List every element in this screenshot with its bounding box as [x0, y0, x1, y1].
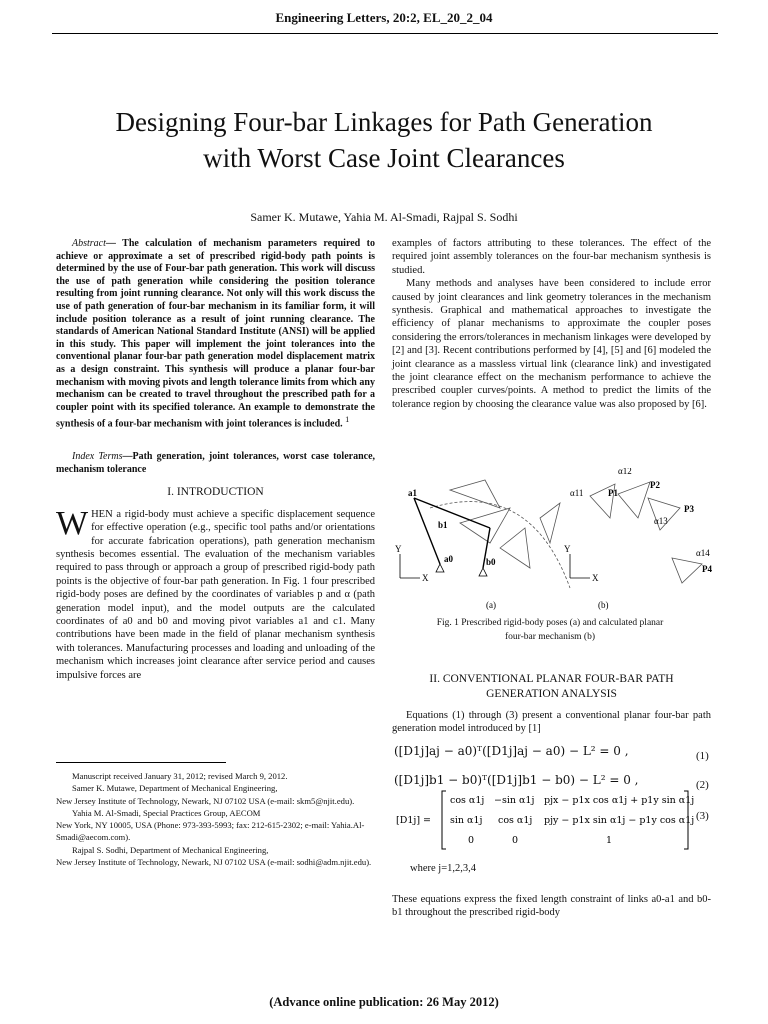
intro-text: HEN a rigid-body must achieve a specific displacement sequence for effective operation (e.g., specific tool paths and/or orientations for accurate fabrication operations), path generation mechanism synthesis becomes essential. The evaluation of the mechanism variables required to pass through or approach a group of prescribed rigid-body path points is the objective of four-bar path generation. In Fig. 1 four prescribed rigid-body poses are defined by the coordinates of variables p and α (path generation model input), and the model outputs are the calculated coordinates of a0 and b0 and moving pivot variables a1 and c1. Many contributions have been made in the field of planar mechanism synthesis with tolerances. Manufacturing processes and loading and unloading of the mechanism which increases joint clearance after service period and causes impulsive forces are — [56, 508, 375, 681]
equation-1: ([D1j]aj − a0)ᵀ([D1j]aj − a0) − L² = 0 , — [394, 744, 629, 758]
index-terms — [56, 451, 375, 476]
footnote-line: Samer K. Mutawe, Department of Mechanical Engineering, — [72, 783, 278, 794]
continued-paragraph: examples of factors attributing to these tolerances. The effect of the required joint assembly tolerances on the four-bar mechanism synthesis is studied. — [392, 238, 711, 276]
pose-triangle — [540, 503, 560, 543]
figure-caption — [400, 616, 700, 644]
label-alpha14: α14 — [696, 548, 710, 558]
matrix-cell: 1 — [606, 835, 613, 846]
label-alpha13: α13 — [654, 516, 668, 526]
matrix-cell: pjy − p1x sin α1j − p1y cos α1j — [544, 815, 694, 826]
left-column — [56, 238, 375, 682]
abstract-text: — The calculation of mechanism parameters required to achieve or approximate a set of prescribed rigid-body path points is determined by the use of Four-bar path generation. This work will discuss the use of path generation while considering the position tolerance resulting from joint running clearance. Not only will this work discuss the use of path generation of four-bar mechanism in its familiar form, it will include position tolerance as a result of joint running clearance. The standards of American National Standard Institute (ANSI) will be applied in this study. This paper will implement the joint tolerances into the conventional planar four-bar path generation model displacement matrix as a design constraint. This synthesis will produce a planar four-bar mechanism with moving pivots and length tolerance limits from which any mechanism can be created to travel throughout the prescribed path for a coupler point with its specified tolerance. An example to demonstrate the synthesis of a four-bar mechanism with joint tolerances is included. — [56, 238, 375, 430]
label-alpha12: α12 — [618, 468, 632, 476]
equation-3-number: (3) — [696, 810, 709, 822]
caption-line-1: Fig. 1 Prescribed rigid-body poses (a) and calculated planar — [436, 618, 664, 628]
matrix-cell: −sin α1j — [494, 795, 535, 806]
abstract-label: Abstract — [72, 238, 106, 249]
equation-2-number: (2) — [696, 779, 709, 791]
equations-intro — [392, 709, 711, 736]
footnote-line: New Jersey Institute of Technology, Newark, NJ 07102 USA (e-mail: skm5@njit.edu). — [56, 795, 355, 806]
ground-pivot-a0 — [436, 564, 444, 572]
label-fig-b: (b) — [598, 600, 609, 610]
header-rule — [52, 33, 718, 34]
footnote-line: New Jersey Institute of Technology, Newark, NJ 07102 USA (e-mail: sodhi@adm.njit.edu). — [56, 857, 372, 868]
section-1-heading: I. INTRODUCTION — [167, 486, 264, 499]
equations-explanation: These equations express the fixed length constraint of links a0-a1 and b0-b1 throughout the prescribed rigid-body — [392, 894, 711, 919]
matrix-cell: sin α1j — [450, 815, 483, 826]
matrix-cell: pjx − p1x cos α1j + p1y sin α1j — [544, 795, 694, 806]
where-clause: where j=1,2,3,4 — [410, 863, 476, 874]
ground-pivot-b0 — [479, 568, 487, 576]
section-2-heading-line-2: GENERATION ANALYSIS — [486, 688, 617, 700]
matrix-cell: cos α1j — [450, 795, 485, 806]
abstract — [56, 238, 375, 431]
label-alpha11: α11 — [570, 488, 584, 498]
title-line-1: Designing Four-bar Linkages for Path Generation — [115, 107, 653, 137]
label-b1: b1 — [438, 520, 448, 530]
author-list: Samer K. Mutawe, Yahia M. Al-Smadi, Rajpal S. Sodhi — [250, 210, 518, 224]
label-a0: a0 — [444, 554, 453, 564]
pose-triangle — [450, 480, 500, 508]
index-terms-label: Index Terms — [72, 451, 123, 463]
matrix-lhs: [D1j] = — [396, 815, 431, 826]
drop-cap: W — [56, 504, 89, 542]
label-p2: P2 — [650, 480, 660, 490]
title-line-2: with Worst Case Joint Clearances — [203, 143, 565, 173]
coupler-link — [414, 498, 490, 528]
equation-1-number: (1) — [696, 750, 709, 762]
intro-paragraph — [56, 504, 375, 682]
abstract-footnote-mark: 1 — [345, 415, 350, 425]
equation-2: ([D1j]b1 − b0)ᵀ([D1j]b1 − b0) − L² = 0 , — [394, 773, 639, 787]
paper-title — [60, 104, 708, 176]
label-p3: P3 — [684, 504, 694, 514]
journal-header: Engineering Letters, 20:2, EL_20_2_04 — [275, 10, 493, 25]
footnote-line: Manuscript received January 31, 2012; revised March 9, 2012. — [72, 771, 288, 781]
pose-triangle — [500, 528, 530, 568]
label-p1: P1 — [608, 488, 618, 498]
right-column — [392, 237, 711, 411]
footnote-rule — [56, 762, 226, 763]
figure-1b — [570, 482, 702, 583]
label-fig-a: (a) — [486, 600, 496, 610]
label-a1: a1 — [408, 488, 417, 498]
equations-intro-text: Equations (1) through (3) present a conventional planar four-bar path generation model introduced by [1] — [392, 710, 711, 735]
figure-1 — [390, 468, 718, 618]
caption-line-2: four-bar mechanism (b) — [504, 632, 596, 642]
matrix-cell: 0 — [468, 835, 475, 846]
section-2-heading — [392, 672, 711, 702]
figure-1a — [400, 480, 570, 588]
footnote-line: Yahia M. Al-Smadi, Special Practices Group, AECOM — [72, 807, 261, 818]
label-x-axis: X — [592, 573, 599, 583]
index-terms-text: —Path generation, joint tolerances, worst case tolerance, mechanism tolerance — [56, 451, 376, 475]
equation-3-matrix — [394, 789, 694, 853]
footnotes — [56, 770, 376, 868]
pose-triangle — [618, 482, 650, 518]
label-p4: P4 — [702, 564, 712, 574]
related-work-paragraph: Many methods and analyses have been considered to include error caused by joint clearances and link geometry tolerances in the mechanism synthesis. Graphical and mathematical approaches to investigate the efficiency of planar mechanisms to approximate the coupler poses considering the errors/tolerances in mechanism linkages were developed by [2] and [3]. Recent contributions performed by [4], [5] and [6] modeled the joint clearance as a massless virtual link (clearance link) and investigated the joint clearance effect on the mechanism performance to achieve the prescribed coupler curves/points. A method to predict the limits of the tolerance region by choosing the clearance value was also proposed by [6]. — [392, 278, 711, 410]
crank-link — [414, 498, 440, 564]
section-2-heading-line-1: II. CONVENTIONAL PLANAR FOUR-BAR PATH — [429, 673, 674, 685]
coupler-path — [430, 502, 570, 588]
matrix-cell: 0 — [512, 835, 519, 846]
label-x-axis: X — [422, 573, 429, 583]
label-y-axis: Y — [395, 544, 402, 554]
footnote-line: Rajpal S. Sodhi, Department of Mechanical Engineering, — [72, 844, 269, 855]
matrix-cell: cos α1j — [498, 815, 533, 826]
label-b0: b0 — [486, 557, 496, 567]
publication-footer: (Advance online publication: 26 May 2012) — [269, 995, 499, 1009]
label-y-axis: Y — [564, 544, 571, 554]
pose-triangle — [672, 558, 702, 583]
footnote-line: New York, NY 10005, USA (Phone: 973-393-5993; fax: 212-615-2302; e-mail: Yahia.Al-Smadi@aecom.com). — [56, 820, 365, 843]
matrix-bracket-left — [442, 791, 446, 849]
